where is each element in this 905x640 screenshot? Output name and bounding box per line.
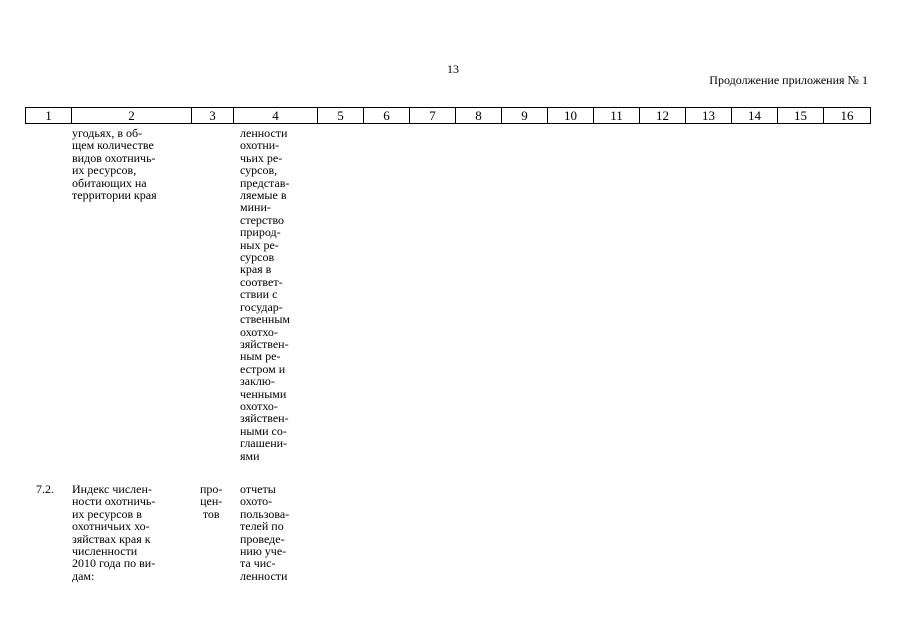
unit-of-measure: про- цен- тов xyxy=(200,482,223,521)
column-number-6: 6 xyxy=(364,108,410,123)
column-number-16: 16 xyxy=(840,108,854,123)
column-number-14: 14 xyxy=(732,108,778,123)
data-source: отчеты охото- пользова- телей по проведе- нию уче- та чис- ленности xyxy=(240,482,290,583)
column-number-row xyxy=(25,107,871,124)
column-number-8: 8 xyxy=(456,108,502,123)
column-number-1: 1 xyxy=(26,108,72,123)
column-number-2: 2 xyxy=(72,108,192,123)
column-number-12: 12 xyxy=(640,108,686,123)
indicator-name: угодьях, в об- щем количестве видов охотничь- их ресурсов, обитающих на территории края xyxy=(72,126,157,203)
appendix-note: Продолжение приложения № 1 xyxy=(709,73,868,87)
column-number-7: 7 xyxy=(410,108,456,123)
column-number-15: 15 xyxy=(778,108,824,123)
column-number-13: 13 xyxy=(686,108,732,123)
page-number: 13 xyxy=(447,62,459,76)
column-number-10: 10 xyxy=(548,108,594,123)
data-source: ленности охотни- чьих ре- сурсов, представ- ляемые в мини- стерство природ- ных ре- сурсов края в соответ- ствии с государ- ственным охотхо- зяйствен- ным ре- естром и заклю- ченными охотхо- зяйствен- ными со- глашени- ями xyxy=(240,126,290,463)
column-number-9: 9 xyxy=(502,108,548,123)
indicator-number: 7.2. xyxy=(36,482,54,496)
column-number-11: 11 xyxy=(594,108,640,123)
column-number-3: 3 xyxy=(192,108,234,123)
column-number-5: 5 xyxy=(318,108,364,123)
indicator-name: Индекс числен- ности охотничь- их ресурсов в охотничьих хо- зяйствах края к численности 2010 года по ви- дам: xyxy=(72,482,156,583)
column-number-4: 4 xyxy=(234,108,318,123)
